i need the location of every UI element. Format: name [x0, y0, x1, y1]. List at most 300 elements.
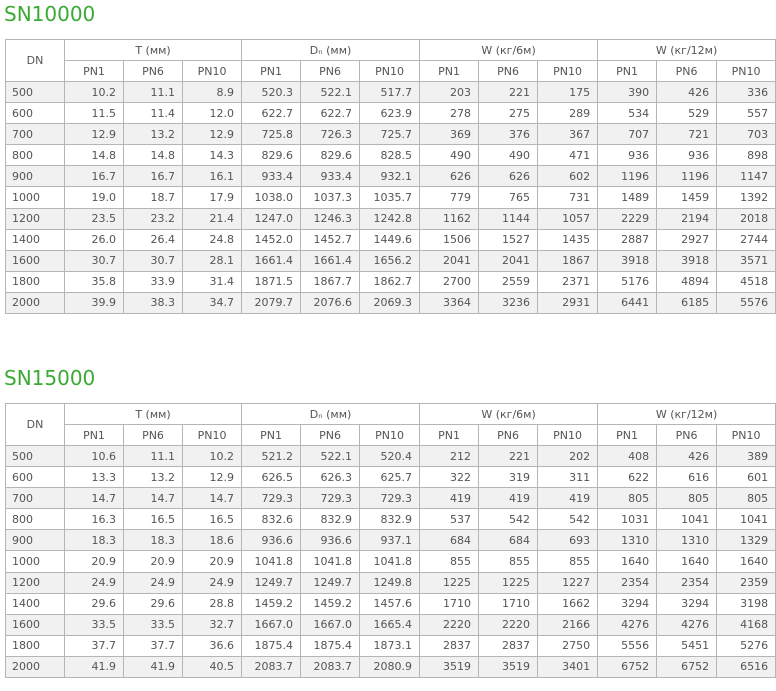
table-cell: 805	[657, 488, 717, 509]
table-cell: 13.3	[65, 467, 124, 488]
table-cell: 933.4	[301, 166, 360, 187]
table-cell: 522.1	[301, 446, 360, 467]
table-cell: 19.0	[65, 187, 124, 208]
table-cell: 729.3	[360, 488, 420, 509]
table-cell: 11.1	[124, 446, 183, 467]
table-cell: 855	[479, 551, 538, 572]
table-cell: 37.7	[124, 635, 183, 656]
table-cell: 3198	[717, 593, 776, 614]
table-row	[6, 124, 776, 145]
table-cell: 12.0	[183, 103, 242, 124]
table-cell: 221	[479, 82, 538, 103]
table-cell: 8.9	[183, 82, 242, 103]
dn-cell: 1600	[6, 250, 65, 271]
pressure-class-header: PN6	[479, 61, 538, 82]
table-cell: 419	[420, 488, 479, 509]
table-cell: 1247.0	[242, 208, 301, 229]
table-cell: 3401	[538, 656, 598, 677]
dn-header: DN	[6, 404, 65, 446]
table-cell: 1871.5	[242, 271, 301, 292]
dn-cell: 2000	[6, 292, 65, 313]
table-cell: 1449.6	[360, 229, 420, 250]
table-cell: 684	[479, 530, 538, 551]
pressure-class-header: PN1	[242, 425, 301, 446]
table-cell: 1661.4	[242, 250, 301, 271]
table-cell: 12.9	[65, 124, 124, 145]
table-cell: 1875.4	[242, 635, 301, 656]
table-cell: 1041.8	[242, 551, 301, 572]
table-cell: 2887	[598, 229, 657, 250]
table-cell: 1506	[420, 229, 479, 250]
table-cell: 322	[420, 467, 479, 488]
table-cell: 336	[717, 82, 776, 103]
table-cell: 937.1	[360, 530, 420, 551]
pressure-class-header: PN1	[242, 61, 301, 82]
dn-cell: 1000	[6, 187, 65, 208]
dn-cell: 600	[6, 103, 65, 124]
table-cell: 1435	[538, 229, 598, 250]
table-cell: 471	[538, 145, 598, 166]
table-cell: 622.7	[242, 103, 301, 124]
table-cell: 3294	[657, 593, 717, 614]
table-cell: 2359	[717, 572, 776, 593]
table-cell: 33.5	[65, 614, 124, 635]
table-cell: 1310	[598, 530, 657, 551]
table-cell: 2079.7	[242, 292, 301, 313]
table-cell: 367	[538, 124, 598, 145]
table-cell: 18.3	[124, 530, 183, 551]
table-cell: 832.6	[242, 509, 301, 530]
dn-cell: 2000	[6, 656, 65, 677]
table-cell: 1640	[657, 551, 717, 572]
table-cell: 2354	[598, 572, 657, 593]
pressure-class-header: PN1	[65, 425, 124, 446]
table-cell: 1225	[479, 572, 538, 593]
table-cell: 35.8	[65, 271, 124, 292]
table-cell: 14.7	[124, 488, 183, 509]
table-row	[6, 593, 776, 614]
table-cell: 6185	[657, 292, 717, 313]
table-cell: 2354	[657, 572, 717, 593]
dn-cell: 500	[6, 82, 65, 103]
table-cell: 626	[479, 166, 538, 187]
table-cell: 1162	[420, 208, 479, 229]
table-cell: 1662	[538, 593, 598, 614]
table-cell: 529	[657, 103, 717, 124]
table-cell: 829.6	[242, 145, 301, 166]
table-cell: 2194	[657, 208, 717, 229]
table-cell: 278	[420, 103, 479, 124]
table-cell: 1457.6	[360, 593, 420, 614]
table-cell: 212	[420, 446, 479, 467]
pressure-class-header: PN1	[420, 61, 479, 82]
table-cell: 932.1	[360, 166, 420, 187]
table-cell: 1710	[420, 593, 479, 614]
table-cell: 1665.4	[360, 614, 420, 635]
table-cell: 2229	[598, 208, 657, 229]
weight-12m-header: W (кг/12м)	[598, 40, 776, 61]
table-cell: 24.9	[65, 572, 124, 593]
table-cell: 426	[657, 446, 717, 467]
table-row	[6, 187, 776, 208]
table-row	[6, 292, 776, 313]
table-cell: 542	[538, 509, 598, 530]
table-cell: 805	[717, 488, 776, 509]
dn-cell: 1200	[6, 572, 65, 593]
table-cell: 1862.7	[360, 271, 420, 292]
table-cell: 1246.3	[301, 208, 360, 229]
table-cell: 426	[657, 82, 717, 103]
table-cell: 10.2	[65, 82, 124, 103]
table-cell: 29.6	[65, 593, 124, 614]
pressure-class-header: PN10	[360, 425, 420, 446]
dn-cell: 800	[6, 509, 65, 530]
dn-cell: 1400	[6, 593, 65, 614]
table-cell: 2837	[420, 635, 479, 656]
table-cell: 521.2	[242, 446, 301, 467]
table-cell: 1144	[479, 208, 538, 229]
header-row	[6, 40, 776, 61]
weight-6m-header: W (кг/6м)	[420, 40, 598, 61]
table-cell: 601	[717, 467, 776, 488]
table-row	[6, 229, 776, 250]
table-cell: 6752	[657, 656, 717, 677]
table-cell: 10.2	[183, 446, 242, 467]
table-cell: 520.3	[242, 82, 301, 103]
table-cell: 684	[420, 530, 479, 551]
thickness-header: T (мм)	[65, 404, 242, 425]
table-cell: 1329	[717, 530, 776, 551]
table-cell: 5451	[657, 635, 717, 656]
table-cell: 14.3	[183, 145, 242, 166]
table-cell: 765	[479, 187, 538, 208]
table-cell: 1041.8	[360, 551, 420, 572]
dn-header: DN	[6, 40, 65, 82]
table-cell: 2220	[479, 614, 538, 635]
table-cell: 319	[479, 467, 538, 488]
table-cell: 707	[598, 124, 657, 145]
table-cell: 11.4	[124, 103, 183, 124]
table-cell: 20.9	[65, 551, 124, 572]
table-row	[6, 635, 776, 656]
table-cell: 779	[420, 187, 479, 208]
table-cell: 1227	[538, 572, 598, 593]
table-cell: 23.5	[65, 208, 124, 229]
table-cell: 20.9	[183, 551, 242, 572]
table-cell: 16.5	[124, 509, 183, 530]
weight-6m-header: W (кг/6м)	[420, 404, 598, 425]
table-cell: 490	[479, 145, 538, 166]
table-cell: 1875.4	[301, 635, 360, 656]
table-cell: 1392	[717, 187, 776, 208]
table-cell: 289	[538, 103, 598, 124]
table-cell: 6516	[717, 656, 776, 677]
table-cell: 30.7	[65, 250, 124, 271]
dn-cell: 1600	[6, 614, 65, 635]
table-cell: 2700	[420, 271, 479, 292]
table-cell: 11.1	[124, 82, 183, 103]
table-cell: 1867	[538, 250, 598, 271]
table-cell: 30.7	[124, 250, 183, 271]
table-cell: 2166	[538, 614, 598, 635]
table-row	[6, 166, 776, 187]
table-cell: 24.9	[124, 572, 183, 593]
table-cell: 626	[420, 166, 479, 187]
table-cell: 626.3	[301, 467, 360, 488]
table-row	[6, 467, 776, 488]
table-cell: 28.1	[183, 250, 242, 271]
table-cell: 2083.7	[301, 656, 360, 677]
spec-table-sn15000	[5, 403, 776, 678]
table-cell: 17.9	[183, 187, 242, 208]
table-cell: 725.7	[360, 124, 420, 145]
table-cell: 389	[717, 446, 776, 467]
table-cell: 36.6	[183, 635, 242, 656]
table-cell: 408	[598, 446, 657, 467]
table-cell: 6752	[598, 656, 657, 677]
table-cell: 31.4	[183, 271, 242, 292]
table-row	[6, 614, 776, 635]
table-cell: 3236	[479, 292, 538, 313]
table-cell: 221	[479, 446, 538, 467]
table-cell: 2041	[420, 250, 479, 271]
table-cell: 731	[538, 187, 598, 208]
dn-cell: 1400	[6, 229, 65, 250]
table-cell: 1041	[717, 509, 776, 530]
table-cell: 16.7	[124, 166, 183, 187]
table-cell: 311	[538, 467, 598, 488]
table-cell: 1452.7	[301, 229, 360, 250]
pressure-class-header: PN10	[538, 61, 598, 82]
pressure-class-header: PN6	[124, 61, 183, 82]
pressure-class-header: PN10	[183, 425, 242, 446]
table-row	[6, 656, 776, 677]
table-cell: 2076.6	[301, 292, 360, 313]
table-cell: 33.9	[124, 271, 183, 292]
table-cell: 5556	[598, 635, 657, 656]
table-row	[6, 551, 776, 572]
table-cell: 4894	[657, 271, 717, 292]
table-cell: 2220	[420, 614, 479, 635]
table-cell: 693	[538, 530, 598, 551]
dn-cell: 1800	[6, 635, 65, 656]
table-row	[6, 82, 776, 103]
table-cell: 26.4	[124, 229, 183, 250]
table-cell: 557	[717, 103, 776, 124]
table-cell: 623.9	[360, 103, 420, 124]
table-cell: 703	[717, 124, 776, 145]
pressure-class-header: PN1	[420, 425, 479, 446]
dn-cell: 700	[6, 488, 65, 509]
weight-12m-header: W (кг/12м)	[598, 404, 776, 425]
table-cell: 1459.2	[301, 593, 360, 614]
pressure-class-header: PN10	[717, 61, 776, 82]
table-cell: 10.6	[65, 446, 124, 467]
table-cell: 39.9	[65, 292, 124, 313]
table-cell: 1041	[657, 509, 717, 530]
table-cell: 1459.2	[242, 593, 301, 614]
table-row	[6, 572, 776, 593]
table-cell: 18.7	[124, 187, 183, 208]
table-cell: 1249.8	[360, 572, 420, 593]
dn-cell: 500	[6, 446, 65, 467]
table-cell: 275	[479, 103, 538, 124]
pressure-class-header: PN1	[598, 61, 657, 82]
table-cell: 3918	[598, 250, 657, 271]
table-cell: 2927	[657, 229, 717, 250]
table-cell: 2069.3	[360, 292, 420, 313]
table-cell: 1249.7	[301, 572, 360, 593]
table-cell: 3519	[479, 656, 538, 677]
table-cell: 29.6	[124, 593, 183, 614]
pressure-class-header: PN1	[65, 61, 124, 82]
table-cell: 419	[538, 488, 598, 509]
table-cell: 832.9	[360, 509, 420, 530]
table-row	[6, 446, 776, 467]
table-cell: 933.4	[242, 166, 301, 187]
table-cell: 936.6	[301, 530, 360, 551]
table-cell: 4518	[717, 271, 776, 292]
dn-cell: 700	[6, 124, 65, 145]
pressure-class-header: PN1	[598, 425, 657, 446]
table-title-sn15000: SN15000	[4, 366, 96, 390]
table-cell: 3364	[420, 292, 479, 313]
table-cell: 829.6	[301, 145, 360, 166]
table-cell: 1489	[598, 187, 657, 208]
table-cell: 855	[420, 551, 479, 572]
table-cell: 11.5	[65, 103, 124, 124]
dn-cell: 600	[6, 467, 65, 488]
header-row	[6, 404, 776, 425]
table-cell: 2080.9	[360, 656, 420, 677]
table-cell: 24.8	[183, 229, 242, 250]
table-row	[6, 488, 776, 509]
table-cell: 1867.7	[301, 271, 360, 292]
table-cell: 12.9	[183, 467, 242, 488]
diameter-header: Dₙ (мм)	[242, 404, 420, 425]
table-cell: 21.4	[183, 208, 242, 229]
table-cell: 2018	[717, 208, 776, 229]
table-cell: 1667.0	[301, 614, 360, 635]
dn-cell: 1800	[6, 271, 65, 292]
table-cell: 1310	[657, 530, 717, 551]
table-cell: 1656.2	[360, 250, 420, 271]
table-row	[6, 208, 776, 229]
table-cell: 24.9	[183, 572, 242, 593]
table-cell: 18.3	[65, 530, 124, 551]
dn-cell: 800	[6, 145, 65, 166]
table-cell: 542	[479, 509, 538, 530]
table-cell: 622.7	[301, 103, 360, 124]
table-cell: 28.8	[183, 593, 242, 614]
table-cell: 622	[598, 467, 657, 488]
table-row	[6, 530, 776, 551]
table-cell: 517.7	[360, 82, 420, 103]
table-cell: 2083.7	[242, 656, 301, 677]
table-cell: 18.6	[183, 530, 242, 551]
table-cell: 936	[598, 145, 657, 166]
table-cell: 1710	[479, 593, 538, 614]
table-cell: 6441	[598, 292, 657, 313]
table-cell: 14.7	[65, 488, 124, 509]
table-cell: 616	[657, 467, 717, 488]
table-row	[6, 271, 776, 292]
table-cell: 1667.0	[242, 614, 301, 635]
table-cell: 1037.3	[301, 187, 360, 208]
table-title-sn10000: SN10000	[4, 2, 96, 26]
table-row	[6, 145, 776, 166]
table-cell: 419	[479, 488, 538, 509]
table-cell: 16.1	[183, 166, 242, 187]
table-cell: 936.6	[242, 530, 301, 551]
table-cell: 1661.4	[301, 250, 360, 271]
table-cell: 936	[657, 145, 717, 166]
table-cell: 3294	[598, 593, 657, 614]
pressure-class-header: PN6	[657, 425, 717, 446]
table-cell: 376	[479, 124, 538, 145]
table-cell: 33.5	[124, 614, 183, 635]
diameter-header: Dₙ (мм)	[242, 40, 420, 61]
table-cell: 721	[657, 124, 717, 145]
table-cell: 14.7	[183, 488, 242, 509]
table-cell: 16.5	[183, 509, 242, 530]
table-cell: 175	[538, 82, 598, 103]
table-cell: 1035.7	[360, 187, 420, 208]
table-cell: 26.0	[65, 229, 124, 250]
table-cell: 23.2	[124, 208, 183, 229]
table-cell: 41.9	[65, 656, 124, 677]
table-cell: 14.8	[124, 145, 183, 166]
table-cell: 4276	[657, 614, 717, 635]
pressure-class-header: PN10	[183, 61, 242, 82]
table-cell: 16.7	[65, 166, 124, 187]
table-cell: 522.1	[301, 82, 360, 103]
pressure-class-header: PN6	[301, 61, 360, 82]
subheader-row	[6, 425, 776, 446]
table-cell: 390	[598, 82, 657, 103]
table-cell: 832.9	[301, 509, 360, 530]
table-cell: 1452.0	[242, 229, 301, 250]
dn-cell: 1000	[6, 551, 65, 572]
table-cell: 4168	[717, 614, 776, 635]
table-cell: 1640	[598, 551, 657, 572]
table-cell: 805	[598, 488, 657, 509]
table-cell: 1459	[657, 187, 717, 208]
table-cell: 729.3	[242, 488, 301, 509]
table-row	[6, 250, 776, 271]
table-cell: 2931	[538, 292, 598, 313]
table-cell: 520.4	[360, 446, 420, 467]
table-cell: 13.2	[124, 467, 183, 488]
table-cell: 1527	[479, 229, 538, 250]
table-cell: 625.7	[360, 467, 420, 488]
table-cell: 16.3	[65, 509, 124, 530]
table-cell: 1038.0	[242, 187, 301, 208]
pressure-class-header: PN6	[301, 425, 360, 446]
table-cell: 40.5	[183, 656, 242, 677]
table-cell: 626.5	[242, 467, 301, 488]
table-cell: 5176	[598, 271, 657, 292]
table-cell: 2750	[538, 635, 598, 656]
table-cell: 5576	[717, 292, 776, 313]
table-cell: 1640	[717, 551, 776, 572]
table-cell: 369	[420, 124, 479, 145]
table-cell: 1057	[538, 208, 598, 229]
table-cell: 490	[420, 145, 479, 166]
table-cell: 602	[538, 166, 598, 187]
pressure-class-header: PN6	[657, 61, 717, 82]
table-cell: 898	[717, 145, 776, 166]
